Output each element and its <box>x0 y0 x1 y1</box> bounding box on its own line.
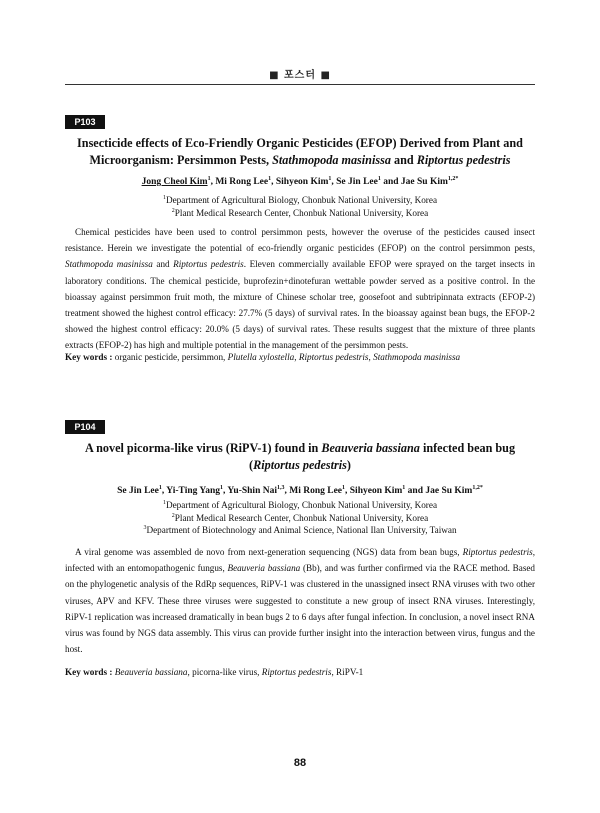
affiliation: Department of Biotechnology and Animal Science, National Ilan University, Taiwan <box>146 525 457 535</box>
keyword: organic pesticide, persimmon, <box>112 352 228 362</box>
species-name: Stathmopoda masinissa <box>65 259 153 270</box>
keyword: Plutella xylostella <box>227 352 295 362</box>
author-list-p103: Jong Cheol Kim$^1$, Mi Rong Lee$^1$, Sihyeon Kim$^1$, Se Jin Lee$^1$ and Jae Su Kim$^{1,2*}$ <box>141 175 459 187</box>
keyword: Riptortus pedestris <box>298 352 369 362</box>
affil-sup: 1 <box>162 194 166 201</box>
abstract-text: , infected with an entomopathogenic fungus, <box>65 547 535 574</box>
affil-sup: 2 <box>171 512 175 519</box>
keywords-label: Key words : <box>65 667 113 677</box>
author-sup: 1,2* <box>447 175 459 182</box>
author-name: Jae Su Kim <box>400 177 448 187</box>
keyword: , picorna-like virus, <box>187 667 262 677</box>
affiliation: Department of Agricultural Biology, Chonbuk National University, Korea <box>165 195 438 205</box>
author-sup: 1 <box>220 484 224 491</box>
affiliations-p103 <box>65 194 535 219</box>
section-header: ■ 포스터 ■ <box>269 70 331 81</box>
keyword: Riptortus pedestris <box>261 667 332 677</box>
keyword-sep: , <box>294 352 299 362</box>
author-name: Jae Su Kim <box>425 486 473 496</box>
title-line-1-pre: A novel picorma-like virus (RiPV-1) found in <box>84 441 322 455</box>
author-sup: 1 <box>158 484 162 491</box>
title-line-1: Insecticide effects of Eco-Friendly Organic Pesticides (EFOP) Derived from Plant and <box>77 136 523 150</box>
poster-tag-p103: P103 <box>65 115 105 129</box>
keywords-label: Key words : <box>65 352 113 362</box>
affiliations-p104 <box>65 499 535 537</box>
keywords-p104 <box>65 667 535 677</box>
keyword: , RiPV-1 <box>331 667 364 677</box>
abstract-p104 <box>65 544 535 657</box>
author-name: Yu-Shin Nai <box>227 486 277 496</box>
species-name: Riptortus pedestris <box>462 547 533 557</box>
author-name: Sihyeon Kim <box>275 177 329 187</box>
author-sup: 1 <box>377 175 381 182</box>
author-sup: 1,3 <box>276 484 285 491</box>
abstract-text: . Eleven commercially available EFOP were sprayed on the target insects in laboratory conditions. The chemical pesticide, buprofezin+dinotefuran wettable powder served as a positive control. In the bioassay against persimmon fruit moth, the mixture of Chinese scholar tree, goosefoot and subtripinnata extracts (EFOP-2) treatment showed the highest control efficacy: 27.7% (5 days) of survival rates. In the bioassay against bean bugs, the EFOP-2 showed the highest control efficacy: 20.0% (5 days) of survival rates. These results suggest that the mixture of three plants extracts (EFOP-2) has high and multiple potential in the management of the persimmon pests. <box>65 259 535 351</box>
title-line-2-pre: Microorganism: Persimmon Pests, <box>89 153 273 167</box>
author-list-p104: Se Jin Lee$^1$, Yi-Ting Yang$^1$, Yu-Shin Nai$^{1,3}$, Mi Rong Lee$^1$, Sihyeon Kim$^1$ and Jae Su Kim$^{1,2*}$ <box>117 484 483 496</box>
author-name: Se Jin Lee <box>336 177 378 187</box>
keyword-sep: , <box>368 352 374 362</box>
species-name: Riptortus pedestris <box>173 259 244 270</box>
author-name: Mi Rong Lee <box>215 177 269 187</box>
author-sup: 1 <box>402 484 406 491</box>
author-sup: 1 <box>328 175 332 182</box>
abstract-text: A viral genome was assembled de novo from next-generation sequencing (NGS) data from bean bugs, <box>75 547 463 557</box>
header-rule <box>65 84 535 85</box>
paren: ( <box>249 458 254 472</box>
keyword: Stathmopoda masinissa <box>373 352 461 362</box>
affiliation: Department of Agricultural Biology, Chonbuk National University, Korea <box>165 500 438 510</box>
author-name: Se Jin Lee <box>117 486 159 496</box>
affil-sup: 3 <box>143 524 147 531</box>
species-name: Beauveria bassiana <box>227 563 301 574</box>
poster-title-p103 <box>65 135 535 169</box>
affiliation: Plant Medical Research Center, Chonbuk National University, Korea <box>174 512 429 523</box>
title-and: and <box>390 153 417 167</box>
species-name: Stathmopoda masinissa <box>272 153 391 167</box>
species-name: Beauveria bassiana <box>321 441 420 455</box>
abstract-text: and <box>152 259 174 270</box>
keyword: Beauveria bassiana <box>114 667 188 677</box>
paren: ) <box>346 458 351 472</box>
author-sup: 1 <box>268 175 272 182</box>
abstract-text: Chemical pesticides have been used to control persimmon pests, however the overuse of the pesticides caused insect resistance. Herein we investigate the potential of eco-friendly organic pesticides (EFOP) on the control persimmon pests, <box>65 227 535 254</box>
keywords-p103 <box>65 352 535 362</box>
title-line-1-post: infected bean bug <box>419 441 516 455</box>
author-sup: 1 <box>342 484 346 491</box>
author-name: Yi-Ting Yang <box>166 486 221 496</box>
species-name: Riptortus pedestris <box>253 458 347 472</box>
abstract-text: (Bb), and was further confirmed via the RACE method. Based on the phylogenetic analysis of the RdRp sequences, RiPV-1 was clustered in the unassigned insect RNA viruses with two other viruses, APV and KFV. These three viruses were suggested to constitute a new group of insect RNA viruses. Interestingly, RiPV-1 replication was increased dramatically in bean bugs 2 to 6 days after fungal infection. In conclusion, a novel insect RNA virus was found by NGS data assembly. This virus can provide further insight into the interaction between virus, fungus and the host. <box>65 563 535 655</box>
abstract-p103 <box>65 224 535 354</box>
affil-sup: 2 <box>171 207 175 214</box>
poster-title-p104 <box>65 440 535 474</box>
author-sup: 1 <box>207 175 211 182</box>
affil-sup: 1 <box>162 499 166 506</box>
poster-tag-p104: P104 <box>65 420 105 434</box>
page-number: 88 <box>293 757 307 769</box>
author-name: Jong Cheol Kim <box>141 177 208 187</box>
author-name: Mi Rong Lee <box>289 486 343 496</box>
affiliation: Plant Medical Research Center, Chonbuk National University, Korea <box>174 207 429 218</box>
species-name: Riptortus pedestris <box>416 153 511 167</box>
author-sup: 1,2* <box>472 484 483 491</box>
author-name: Sihyeon Kim <box>349 486 403 496</box>
